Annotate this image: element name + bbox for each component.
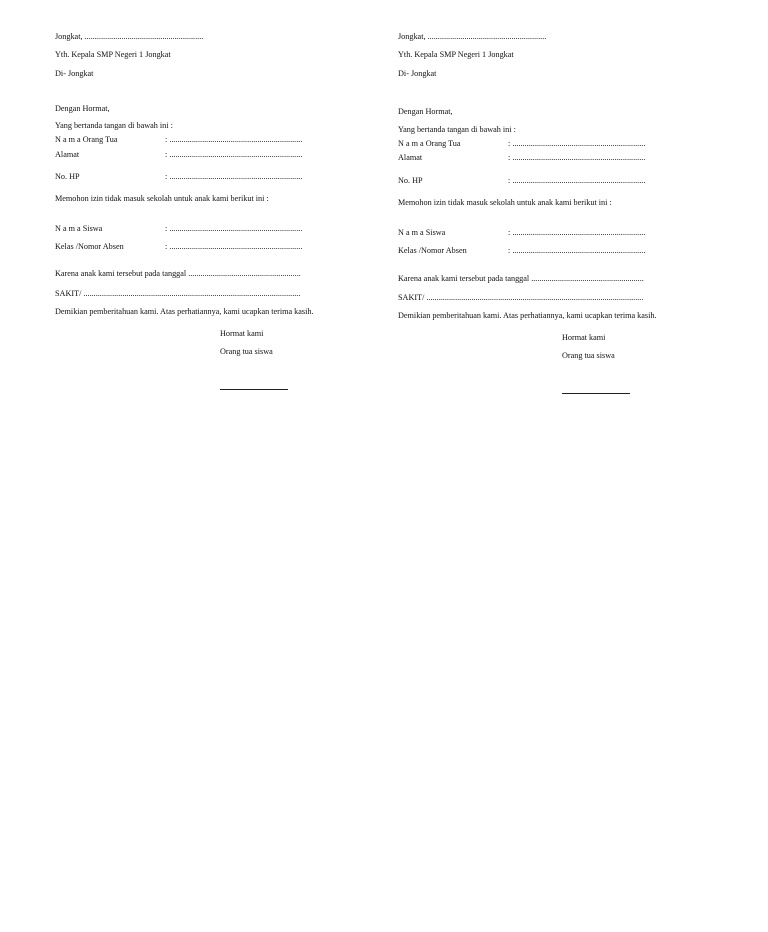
phone-label: No. HP <box>398 176 423 185</box>
address-field[interactable]: : ................................................................. <box>165 150 303 159</box>
place-date-line: Jongkat, .......................................................... <box>55 32 204 41</box>
location-line: Di- Jongkat <box>398 69 437 78</box>
signature-line <box>220 389 288 390</box>
address-label: Alamat <box>55 150 80 159</box>
regards-line: Hormat kami <box>562 333 606 342</box>
greeting-line: Dengan Hormat, <box>398 107 453 116</box>
parent-name-label: N a m a Orang Tua <box>55 135 118 144</box>
closing-line: Demikian pemberitahuan kami. Atas perhatiannya, kami ucapkan terima kasih. <box>398 311 657 320</box>
intro-line: Yang bertanda tangan di bawah ini : <box>398 125 516 134</box>
request-line: Memohon izin tidak masuk sekolah untuk anak kami berikut ini : <box>55 194 269 203</box>
intro-line: Yang bertanda tangan di bawah ini : <box>55 121 173 130</box>
parent-name-field[interactable]: : ................................................................. <box>508 139 646 148</box>
recipient-line: Yth. Kepala SMP Negeri 1 Jongkat <box>398 50 514 59</box>
student-name-field[interactable]: : ................................................................. <box>508 228 646 237</box>
student-name-field[interactable]: : ................................................................. <box>165 224 303 233</box>
reason-date-line: Karena anak kami tersebut pada tanggal ....................................................... <box>55 269 301 278</box>
parent-name-field[interactable]: : ................................................................. <box>165 135 303 144</box>
phone-field[interactable]: : ................................................................. <box>508 176 646 185</box>
greeting-line: Dengan Hormat, <box>55 104 110 113</box>
address-field[interactable]: : ................................................................. <box>508 153 646 162</box>
place-date-line: Jongkat, .......................................................... <box>398 32 547 41</box>
class-label: Kelas /Nomor Absen <box>398 246 467 255</box>
class-label: Kelas /Nomor Absen <box>55 242 124 251</box>
reason-date-line: Karena anak kami tersebut pada tanggal ....................................................... <box>398 274 644 283</box>
location-line: Di- Jongkat <box>55 69 94 78</box>
sick-line: SAKIT/ .......................................................................................................... <box>55 289 301 298</box>
phone-label: No. HP <box>55 172 80 181</box>
closing-line: Demikian pemberitahuan kami. Atas perhatiannya, kami ucapkan terima kasih. <box>55 307 314 316</box>
signer-line: Orang tua siswa <box>220 347 273 356</box>
signer-line: Orang tua siswa <box>562 351 615 360</box>
recipient-line: Yth. Kepala SMP Negeri 1 Jongkat <box>55 50 171 59</box>
parent-name-label: N a m a Orang Tua <box>398 139 461 148</box>
address-label: Alamat <box>398 153 423 162</box>
class-field[interactable]: : ................................................................. <box>165 242 303 251</box>
student-name-label: N a m a Siswa <box>398 228 446 237</box>
request-line: Memohon izin tidak masuk sekolah untuk anak kami berikut ini : <box>398 198 612 207</box>
phone-field[interactable]: : ................................................................. <box>165 172 303 181</box>
student-name-label: N a m a Siswa <box>55 224 103 233</box>
sick-line: SAKIT/ .......................................................................................................... <box>398 293 644 302</box>
class-field[interactable]: : ................................................................. <box>508 246 646 255</box>
regards-line: Hormat kami <box>220 329 264 338</box>
signature-line <box>562 393 630 394</box>
